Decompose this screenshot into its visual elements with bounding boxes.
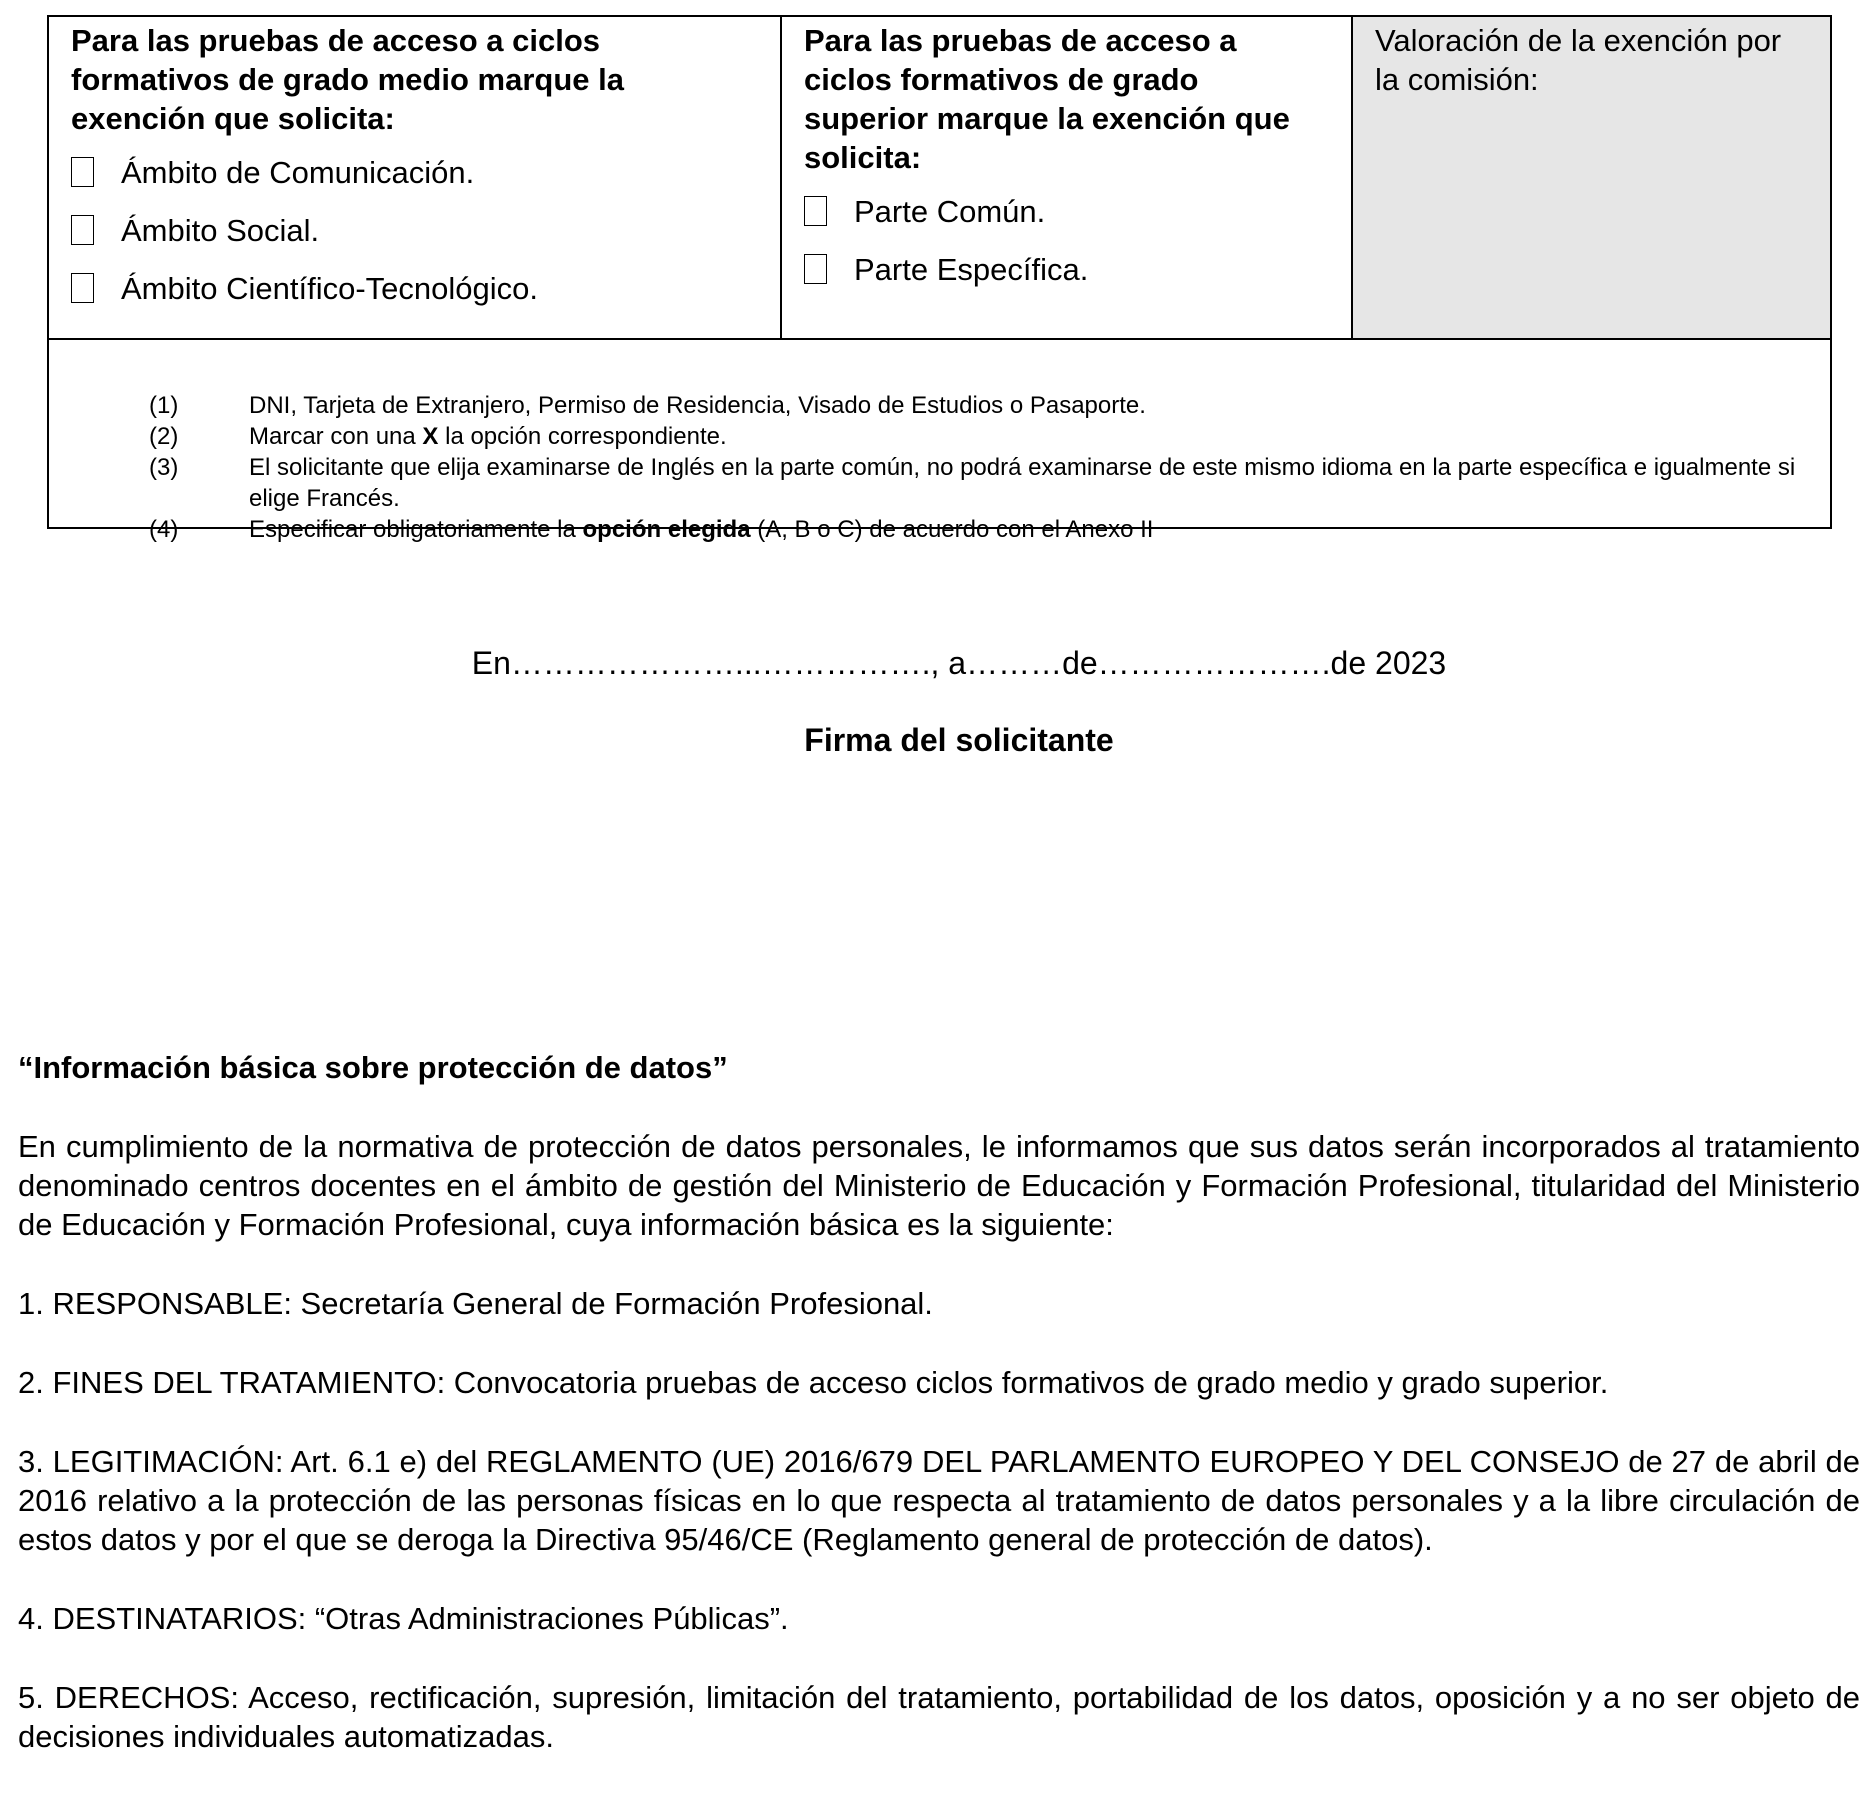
- signature-label: Firma del solicitante: [804, 722, 1114, 758]
- footnote: [49, 390, 1830, 421]
- footnote-number: (1): [149, 392, 179, 419]
- checkbox[interactable]: [71, 273, 94, 303]
- checkbox[interactable]: [71, 215, 94, 245]
- footnote: [49, 452, 1830, 514]
- exemption-form-table: [47, 15, 1832, 543]
- place-date-line: En…………………...……………., a………de………………….de 2023: [471, 645, 1447, 681]
- footnote-text: Marcar con una X la opción correspondiente.: [249, 423, 727, 450]
- option-label: Ámbito Social.: [121, 212, 320, 248]
- checkbox[interactable]: [71, 157, 94, 187]
- footnote-number: (3): [149, 454, 179, 481]
- data-protection-item: 5. DERECHOS: Acceso, rectificación, supresión, limitación del tratamiento, portabilidad de los datos, oposición y a no ser objeto de decisiones individuales automatizadas.: [18, 1680, 1860, 1754]
- option-label: Ámbito Científico-Tecnológico.: [121, 270, 538, 306]
- valoracion-column: [1353, 17, 1830, 338]
- data-protection-section: [18, 1048, 1860, 1796]
- data-protection-intro: En cumplimiento de la normativa de protección de datos personales, le informamos que sus datos serán incorporados al tratamiento denominado centros docentes en el ámbito de gestión del Ministerio de Educación y Formación Profesional, titularidad del Ministerio de Educación y Formación Profesional, cuya información básica es la siguiente:: [18, 1129, 1860, 1242]
- footnote-text: DNI, Tarjeta de Extranjero, Permiso de Residencia, Visado de Estudios o Pasaporte.: [249, 392, 1146, 419]
- option-label: Parte Común.: [854, 193, 1046, 229]
- data-protection-title: “Información básica sobre protección de datos”: [18, 1050, 728, 1085]
- data-protection-item: 2. FINES DEL TRATAMIENTO: Convocatoria pruebas de acceso ciclos formativos de grado medio y grado superior.: [18, 1365, 1609, 1400]
- footnote-number: (2): [149, 423, 179, 450]
- data-protection-item: 1. RESPONSABLE: Secretaría General de Formación Profesional.: [18, 1286, 933, 1321]
- grado-medio-heading: Para las pruebas de acceso a ciclos formativos de grado medio marque la exención que solicita:: [71, 23, 624, 136]
- exemption-options-row: [49, 17, 1830, 340]
- option-ambito-social[interactable]: [71, 206, 760, 254]
- grado-superior-column: [782, 17, 1353, 338]
- option-label: Ámbito de Comunicación.: [121, 154, 475, 190]
- footnote: [49, 514, 1830, 545]
- checkbox[interactable]: [804, 196, 827, 226]
- option-ambito-comunicacion[interactable]: [71, 148, 760, 196]
- option-parte-comun[interactable]: [804, 187, 1331, 235]
- footnotes: [49, 340, 1830, 545]
- data-protection-item: 3. LEGITIMACIÓN: Art. 6.1 e) del REGLAMENTO (UE) 2016/679 DEL PARLAMENTO EUROPEO Y DEL CONSEJO de 27 de abril de 2016 relativo a la protección de las personas físicas en lo que respecta al tratamiento de datos personales y a la libre circulación de estos datos y por el que se deroga la Directiva 95/46/CE (Reglamento general de protección de datos).: [18, 1444, 1860, 1557]
- grado-medio-column: [49, 17, 782, 338]
- footnote: [49, 421, 1830, 452]
- valoracion-heading: Valoración de la exención por la comisión:: [1375, 23, 1782, 97]
- grado-superior-heading: Para las pruebas de acceso a ciclos formativos de grado superior marque la exención que solicita:: [804, 23, 1290, 175]
- checkbox[interactable]: [804, 254, 827, 284]
- footnote-number: (4): [149, 516, 179, 543]
- option-ambito-cientifico-tecnologico[interactable]: [71, 264, 760, 312]
- footnote-text: El solicitante que elija examinarse de Inglés en la parte común, no podrá examinarse de este mismo idioma en la parte específica e igualmente si elige Francés.: [249, 454, 1796, 512]
- data-protection-item: 4. DESTINATARIOS: “Otras Administraciones Públicas”.: [18, 1601, 789, 1636]
- option-label: Parte Específica.: [854, 251, 1089, 287]
- option-parte-especifica[interactable]: [804, 245, 1331, 293]
- footnote-text: Especificar obligatoriamente la opción elegida (A, B o C) de acuerdo con el Anexo II: [249, 516, 1154, 543]
